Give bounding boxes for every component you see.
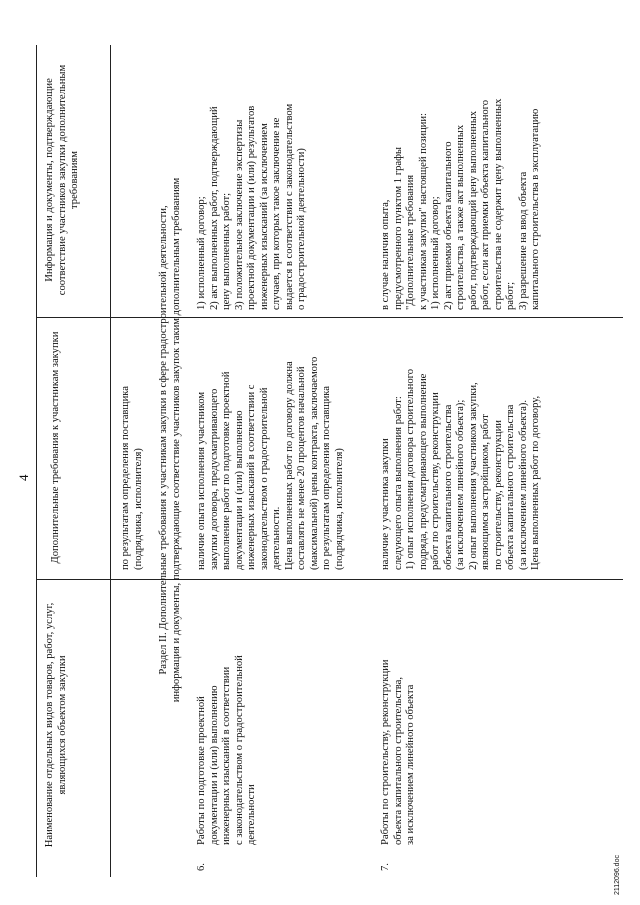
header-additional-requirements: Дополнительные требования к участникам закупки xyxy=(50,331,61,564)
page-number: 4 xyxy=(16,474,31,481)
table-top-border xyxy=(36,45,37,877)
column-divider-1 xyxy=(36,579,623,580)
document-file-name: 2112096.doc xyxy=(614,855,621,895)
column-divider-2 xyxy=(36,317,623,318)
row-6-requirements: наличие опыта исполнения участником закупки договора, предусматривающего выполнение работ по подготовке проектной документации и (или) выполнению инженерных изысканий в соответствии с законодательством о градостроительной деятельности. Цена выполненных работ по договору должна составлять не менее 20 процентов начальной (максимальной) цены контракта, заключаемого по результатам определения поставщика (подрядчика, исполнителя) xyxy=(196,356,345,570)
row-6-number: 6. xyxy=(196,863,207,871)
continuation-text: по результатам определения поставщика (подрядчика, исполнителя) xyxy=(120,386,144,570)
row-6-item: Работы по подготовке проектной документации и (или) выполнению инженерных изысканий в соответствии с законодательством о градостроительной деятельности xyxy=(196,655,257,845)
header-goods-works-services: Наименование отдельных видов товаров, работ, услуг, являющихся объектом закупки xyxy=(44,602,68,848)
table-header-border xyxy=(110,45,111,877)
row-7-requirements: наличие у участника закупки следующего опыта выполнения работ: 1) опыт исполнения договора строительного подряда, предусматривающего выполнение работ по строительству, реконструкции объекта капитального строительства (за исключением линейного объекта); 2) опыт выполнения участником закупки, являющимся застройщиком, работ по строительству, реконструкции объекта капитального строительства (за исключением линейного объекта). Цена выполненных работ по договору, xyxy=(380,368,541,570)
row-6-documents: 1) исполненный договор; 2) акт выполненных работ, подтверждающий цену выполненных работ; 3) положительное заключение экспертизы проектной документации и (или) результатов инженерных изысканий (за исключением случаев, при которых такое заключение не выдается в соответствии с законодательством о градостроительной деятельности) xyxy=(196,103,307,310)
row-7-number: 7. xyxy=(380,863,391,871)
section-heading: Раздел II. Дополнительные требования к участникам закупки в сфере градостроительной деятельности, информация и документы, подтверждающие соответствие участников закупок таким дополнительным требованиям xyxy=(158,177,182,703)
header-documents-info: Информация и документы, подтверждающие соответствие участников закупки дополнительным требованиям xyxy=(44,64,80,296)
row-7-item: Работы по строительству, реконструкции объекта капитального строительства, за исключением линейного объекта xyxy=(380,659,416,845)
row-7-documents: в случае наличия опыта, предусмотренного пунктом 1 графы "Дополнительные требования к участникам закупки" настоящей позиции: 1) исполненный договор; 2) акт приемки объекта капитального строительства, а также акт выполненных работ, подтверждающий цену выполненных работ, если акт приемки объекта капитального строительства не содержит цену выполненных работ; 3) разрешение на ввод объекта капитального строительства в эксплуатацию xyxy=(380,98,541,310)
